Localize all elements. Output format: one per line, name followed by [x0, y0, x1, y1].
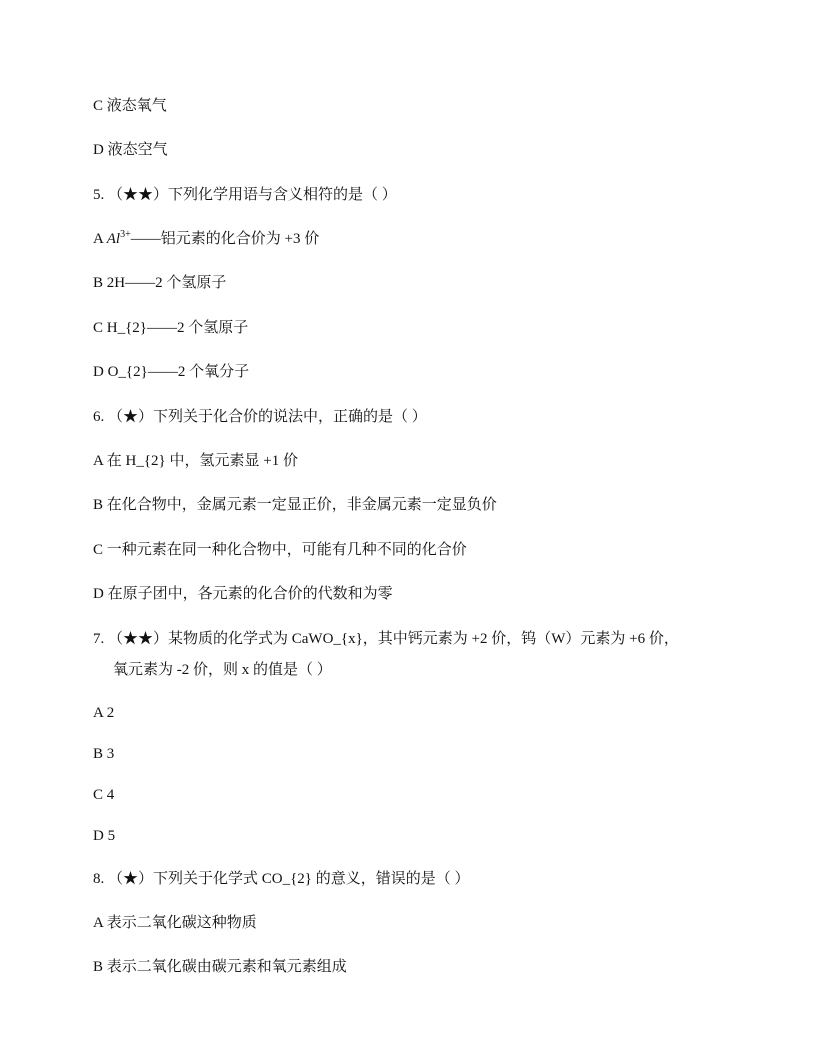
option-a-q8: A 表示二氧化碳这种物质 [93, 915, 257, 931]
option-b-q6: B 在化合物中，金属元素一定显正价，非金属元素一定显负价 [93, 497, 497, 513]
option-d-q7: D 5 [93, 828, 116, 844]
option-a-q7: A 2 [93, 705, 115, 721]
aluminum-symbol: Al [106, 231, 121, 247]
option-c-q7: C 4 [93, 787, 115, 803]
option-d-q6: D 在原子团中，各元素的化合价的代数和为零 [93, 586, 393, 602]
option-c-q6: C 一种元素在同一种化合物中，可能有几种不同的化合价 [93, 542, 467, 558]
option-a-q5 [93, 229, 319, 249]
option-d-q5: D O_{2}——2 个氧分子 [93, 364, 250, 380]
question-7-continuation: 氧元素为 -2 价，则 x 的值是（ ） [113, 662, 332, 678]
option-c-q4: C 液态氧气 [93, 98, 167, 114]
option-a-q5-suffix: ——铝元素的化合价为 +3 价 [130, 231, 320, 247]
question-6: 6. （★）下列关于化合价的说法中，正确的是（ ） [93, 409, 427, 425]
option-d-q4: D 液态空气 [93, 142, 168, 158]
option-b-q5: B 2H——2 个氢原子 [93, 275, 227, 291]
question-8: 8. （★）下列关于化学式 CO_{2} 的意义，错误的是（ ） [93, 871, 470, 887]
option-b-q8: B 表示二氧化碳由碳元素和氧元素组成 [93, 959, 347, 975]
aluminum-charge: 3+ [120, 229, 131, 240]
option-c-q5: C H_{2}——2 个氢原子 [93, 320, 249, 336]
option-a-q5-prefix: A [93, 231, 107, 247]
question-7: 7. （★★）某物质的化学式为 CaWO_{x}，其中钙元素为 +2 价，钨（W）元素为 +6 价， [93, 631, 679, 647]
question-5: 5. （★★）下列化学用语与含义相符的是（ ） [93, 187, 397, 203]
aluminum-ion-formula [107, 231, 131, 247]
option-b-q7: B 3 [93, 746, 115, 762]
option-a-q6: A 在 H_{2} 中，氢元素显 +1 价 [93, 453, 298, 469]
